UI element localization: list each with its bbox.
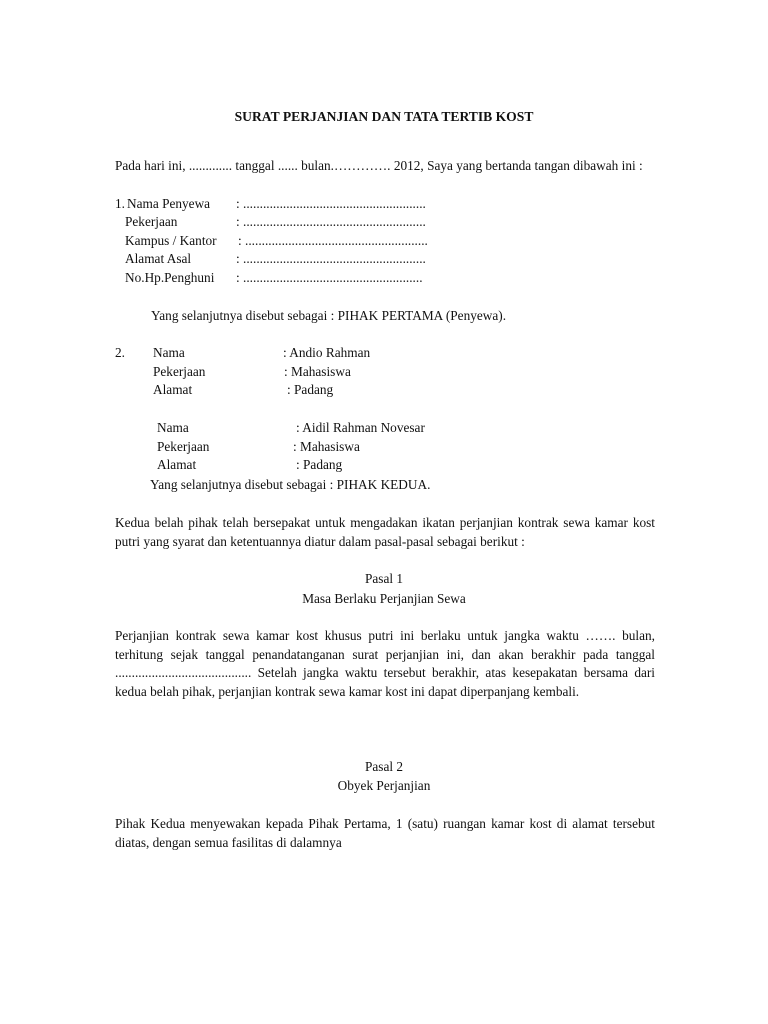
- pemilik2-label-nama: Nama: [157, 420, 189, 435]
- pasal2-paragraph: [115, 815, 655, 852]
- agreement-paragraph: [115, 514, 655, 551]
- penyewa-label-nama: Nama Penyewa: [127, 196, 211, 211]
- pihak-pertama-designation: Yang selanjutnya disebut sebagai : PIHAK PERTAMA (Penyewa).: [151, 308, 507, 323]
- pasal2-line: Pihak Kedua menyewakan kepada Pihak Pertama, 1 (satu) ruangan kamar kost di alamat tersebut: [115, 816, 655, 831]
- penyewa-value-alamat: : .......................................................: [236, 251, 426, 266]
- penyewa-label-hp: No.Hp.Penghuni: [125, 270, 215, 285]
- pasal2-subheading: Obyek Perjanjian: [337, 778, 431, 793]
- pemilik2-label-alamat: Alamat: [157, 457, 197, 472]
- pasal1-heading: Pasal 1: [364, 571, 404, 586]
- penyewa-value-hp: : ......................................................: [236, 270, 423, 285]
- pasal1-line: terhitung sejak tanggal penandatanganan surat perjanjian ini, dan akan berakhir pada tanggal: [115, 646, 655, 662]
- pemilik1-label-alamat: Alamat: [153, 382, 193, 397]
- pemilik-number: 2.: [115, 345, 125, 360]
- pemilik2-value-pekerjaan: : Mahasiswa: [293, 439, 360, 454]
- pemilik1-value-nama: : Andio Rahman: [283, 345, 371, 360]
- penyewa-value-kampus: : .......................................................: [238, 233, 428, 248]
- penyewa-label-pekerjaan: Pekerjaan: [125, 214, 178, 229]
- pemilik2-value-nama: : Aidil Rahman Novesar: [296, 420, 425, 435]
- penyewa-value-pekerjaan: : .......................................................: [236, 214, 426, 229]
- pemilik2-label-pekerjaan: Pekerjaan: [157, 439, 210, 454]
- pemilik1-value-alamat: : Padang: [287, 382, 334, 397]
- pasal2-line: diatas, dengan semua fasilitas di dalamnya: [115, 834, 342, 850]
- agreement-line: Kedua belah pihak telah bersepakat untuk mengadakan ikatan perjanjian kontrak sewa kamar kost: [115, 515, 655, 530]
- penyewa-number: 1.: [115, 196, 125, 211]
- penyewa-label-alamat: Alamat Asal: [125, 251, 192, 266]
- pasal1-paragraph: [115, 627, 655, 701]
- document-title: SURAT PERJANJIAN DAN TATA TERTIB KOST: [234, 109, 534, 124]
- pasal1-line: Perjanjian kontrak sewa kamar kost khusus putri ini berlaku untuk jangka waktu ……. bulan,: [115, 628, 655, 643]
- pihak-kedua-designation: Yang selanjutnya disebut sebagai : PIHAK KEDUA.: [150, 477, 431, 492]
- agreement-line: putri yang syarat dan ketentuannya diatur dalam pasal-pasal sebagai berikut :: [115, 533, 525, 549]
- pemilik1-label-nama: Nama: [153, 345, 185, 360]
- penyewa-value-nama: : .......................................................: [236, 196, 426, 211]
- pasal1-line: ......................................... Setelah jangka waktu tersebut berakhir, atas kesepakatan bersama dari: [115, 665, 655, 681]
- pemilik1-value-pekerjaan: : Mahasiswa: [284, 364, 351, 379]
- pasal1-line: kedua belah pihak, perjanjian kontrak sewa kamar kost ini dapat diperpanjang kembali.: [115, 683, 580, 699]
- pemilik1-label-pekerjaan: Pekerjaan: [153, 364, 206, 379]
- intro-line: Pada hari ini, ............. tanggal ...... bulan.…………. 2012, Saya yang bertanda tangan dibawah ini :: [115, 158, 643, 173]
- pasal2-heading: Pasal 2: [364, 759, 404, 774]
- pemilik2-value-alamat: : Padang: [296, 457, 343, 472]
- penyewa-label-kampus: Kampus / Kantor: [125, 233, 217, 248]
- pasal1-subheading: Masa Berlaku Perjanjian Sewa: [302, 591, 466, 606]
